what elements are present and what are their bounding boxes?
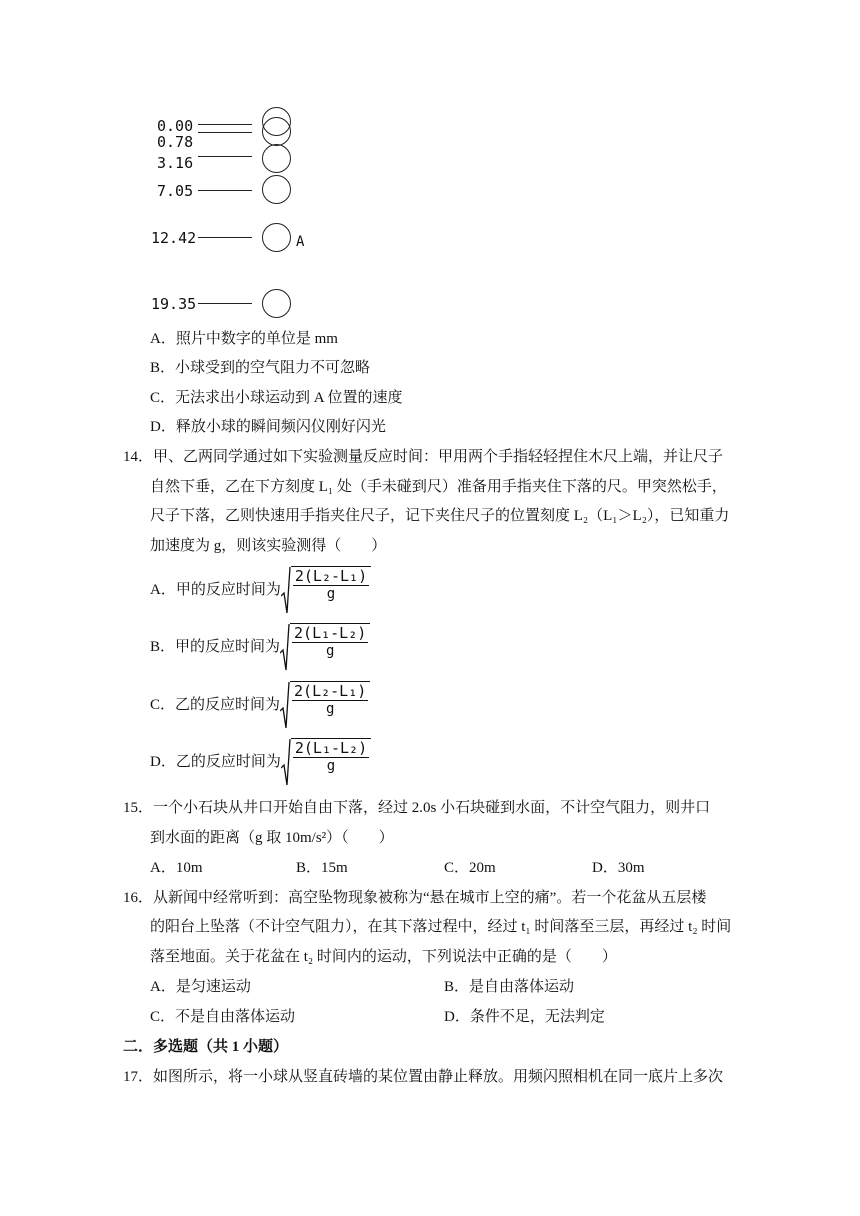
fraction-numerator: 2(L₁-L₂)	[294, 624, 367, 642]
q14-stem-line3: 尺子下落，乙则快速用手指夹住尺子，记下夹住尺子的位置刻度 L₂（L₁＞L₂），已知重力	[150, 508, 730, 524]
figure-label-0: 0.00	[157, 117, 194, 135]
ball-image	[262, 289, 291, 318]
q13-option-d	[150, 416, 386, 438]
ball-image	[262, 223, 291, 252]
radical-sign-icon	[281, 566, 291, 614]
option-text: 乙的反应时间为	[175, 754, 281, 770]
option-key: C．	[150, 390, 176, 406]
radical-sign-icon	[280, 681, 290, 729]
q14-option-d	[150, 738, 371, 786]
fraction-numerator: 2(L₁-L₂)	[294, 739, 368, 757]
q15-option-b	[296, 857, 348, 879]
sqrt-expression	[281, 738, 371, 786]
q14-stem-line2: 自然下垂，乙在下方刻度 L₁ 处（手未碰到尺）准备用手指夹住下落的尺。甲突然松手，	[150, 479, 727, 495]
option-text: 释放小球的瞬间频闪仪刚好闪光	[175, 419, 386, 435]
radical-sign-icon	[281, 738, 291, 786]
q17-stem-line1: 17．如图所示，将一小球从竖直砖墙的某位置由静止释放。用频闪照相机在同一底片上多次	[123, 1069, 724, 1085]
ball-image	[262, 175, 291, 204]
option-key: B．	[150, 360, 176, 376]
sqrt-expression	[280, 681, 370, 729]
q14-stem-line1: 14．甲、乙两同学通过如下实验测量反应时间：甲用两个手指轻轻捏住木尺上端，并让尺子	[123, 449, 724, 465]
fraction-denominator: g	[326, 758, 336, 774]
q16-stem-line1: 16．从新闻中经常听到：高空坠物现象被称为“悬在城市上空的痛”。若一个花盆从五层楼	[123, 890, 707, 906]
option-key: C．	[150, 697, 176, 713]
q15-option-d	[592, 857, 645, 879]
tick-line	[198, 156, 252, 157]
fraction-denominator: g	[326, 586, 336, 602]
q16-stem-line3: 落至地面。关于花盆在 t₂ 时间内的运动，下列说法中正确的是（ ）	[150, 949, 617, 965]
option-text: 甲的反应时间为	[175, 582, 281, 598]
option-text: 不是自由落体运动	[175, 1009, 296, 1025]
fraction-denominator: g	[325, 643, 335, 659]
q14-option-a	[150, 566, 371, 614]
option-text: 10m	[175, 860, 203, 876]
option-key: D．	[150, 754, 176, 770]
ball-image	[262, 117, 291, 146]
point-a-label: A	[296, 234, 305, 250]
q16-option-b	[444, 976, 574, 998]
q13-option-a	[150, 328, 338, 350]
radical-sign-icon	[280, 623, 290, 671]
fraction-numerator: 2(L₂-L₁)	[294, 682, 367, 700]
option-text: 小球受到的空气阻力不可忽略	[175, 360, 371, 376]
tick-line	[198, 303, 252, 304]
tick-line	[198, 237, 252, 238]
tick-line	[198, 190, 252, 191]
option-key: B．	[150, 639, 176, 655]
q15-option-a	[150, 857, 203, 879]
option-key: D．	[592, 860, 618, 876]
option-key: D．	[150, 419, 176, 435]
option-key: C．	[150, 1009, 176, 1025]
option-text: 条件不足，无法判定	[469, 1009, 605, 1025]
q13-option-c	[150, 387, 403, 409]
figure-label-5: 19.35	[151, 295, 197, 313]
option-key: A．	[150, 979, 176, 995]
fraction-denominator: g	[325, 701, 335, 717]
figure-label-4: 12.42	[151, 229, 197, 247]
q15-option-c	[444, 857, 496, 879]
tick-line	[198, 124, 252, 125]
option-key: C．	[444, 860, 470, 876]
option-key: B．	[444, 979, 470, 995]
option-text: 无法求出小球运动到 A 位置的速度	[175, 390, 403, 406]
q14-option-c	[150, 681, 370, 729]
option-text: 乙的反应时间为	[175, 697, 281, 713]
option-key: B．	[296, 860, 322, 876]
figure-label-1: 0.78	[157, 133, 194, 151]
option-text: 是匀速运动	[175, 979, 251, 995]
option-key: A．	[150, 331, 176, 347]
option-text: 照片中数字的单位是 mm	[175, 331, 338, 347]
q16-stem-line2: 的阳台上坠落（不计空气阻力），在其下落过程中，经过 t₁ 时间落至三层，再经过 t₂ 时间	[150, 919, 732, 935]
tick-line	[198, 132, 252, 133]
option-text: 甲的反应时间为	[175, 639, 281, 655]
q15-stem-line2: 到水面的距离（g 取 10m/s²）（ ）	[150, 830, 394, 846]
fraction-numerator: 2(L₂-L₁)	[294, 567, 368, 585]
sqrt-expression	[280, 623, 370, 671]
q14-stem-line4: 加速度为 g，则该实验测得（ ）	[150, 538, 387, 554]
option-key: A．	[150, 582, 176, 598]
option-text: 15m	[321, 860, 348, 876]
figure-label-2: 3.16	[157, 154, 194, 172]
section-heading: 二．多选题（共 1 小题）	[123, 1039, 289, 1055]
option-text: 30m	[617, 860, 645, 876]
q14-option-b	[150, 623, 370, 671]
q16-option-d	[444, 1006, 605, 1028]
ball-image	[262, 144, 291, 173]
option-text: 是自由落体运动	[469, 979, 575, 995]
q16-option-a	[150, 976, 251, 998]
sqrt-expression	[281, 566, 371, 614]
q16-option-c	[150, 1006, 295, 1028]
q13-option-b	[150, 357, 370, 379]
q15-stem-line1: 15．一个小石块从井口开始自由下落，经过 2.0s 小石块碰到水面，不计空气阻力，则井口	[123, 800, 711, 816]
option-key: D．	[444, 1009, 470, 1025]
option-key: A．	[150, 860, 176, 876]
figure-label-3: 7.05	[157, 182, 194, 200]
option-text: 20m	[469, 860, 496, 876]
